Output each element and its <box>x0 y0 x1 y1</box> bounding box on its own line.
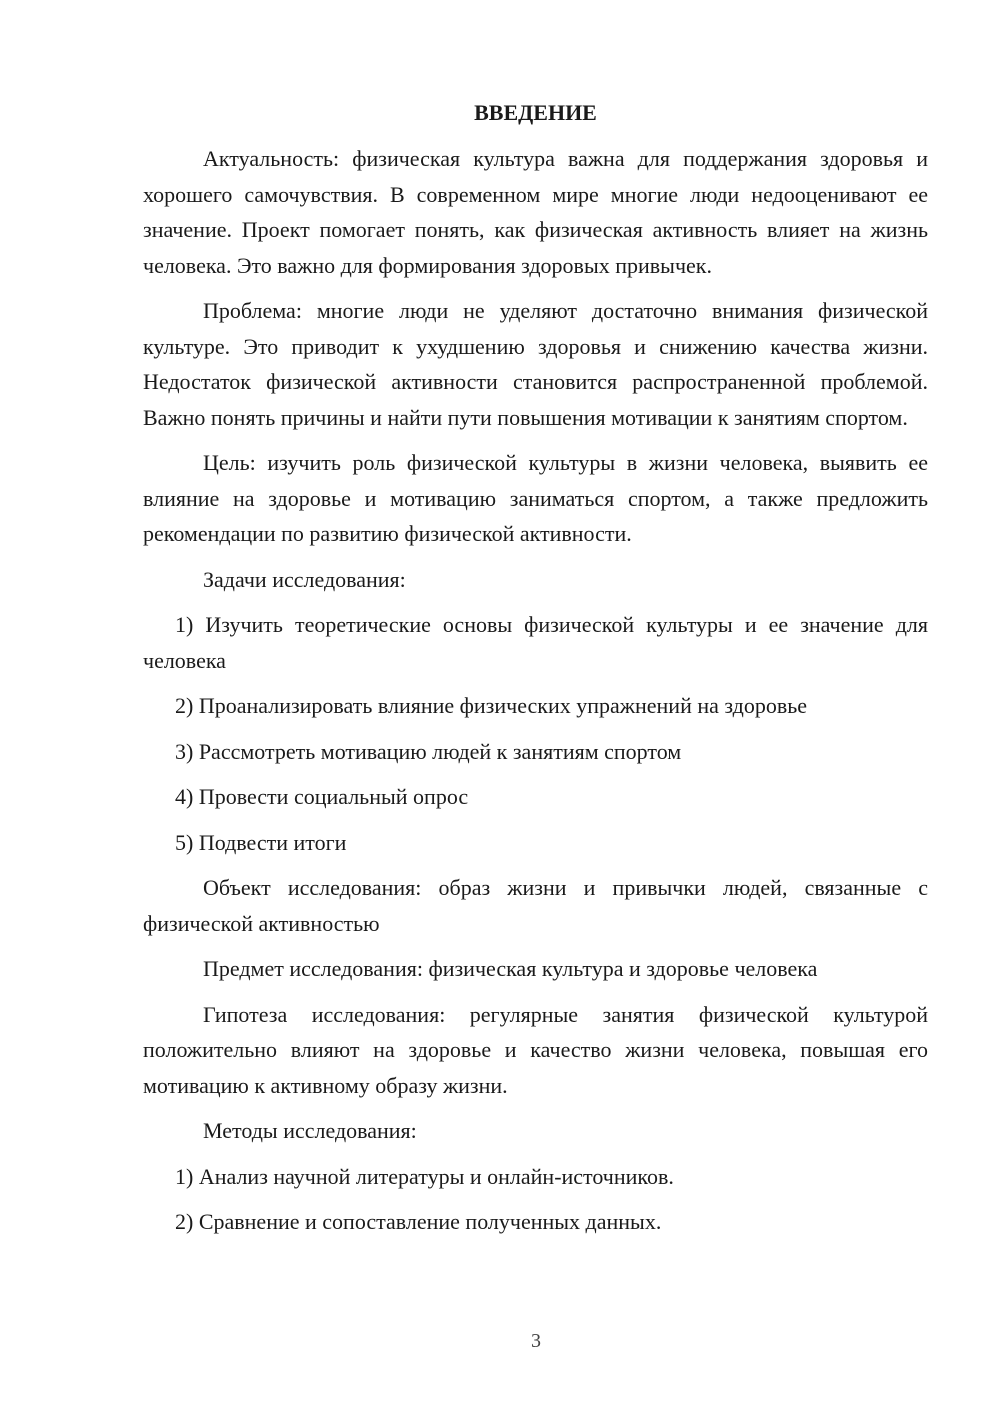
method-item-1: 1) Анализ научной литературы и онлайн-источников. <box>175 1163 674 1189</box>
object-paragraph: Объект исследования: образ жизни и привычки людей, связанные с физической активностью <box>143 875 928 936</box>
subject-paragraph: Предмет исследования: физическая культура и здоровье человека <box>203 956 818 981</box>
page-number: 3 <box>531 1330 541 1352</box>
task-item-2: 2) Проанализировать влияние физических упражнений на здоровье <box>175 693 808 718</box>
document-body <box>143 95 928 1240</box>
task-item-4: 4) Провести социальный опрос <box>175 784 469 809</box>
task-item-5: 5) Подвести итоги <box>175 829 347 855</box>
tasks-heading: Задачи исследования: <box>203 566 406 592</box>
methods-heading: Методы исследования: <box>203 1118 417 1143</box>
method-item-2: 2) Сравнение и сопоставление полученных данных. <box>175 1209 662 1234</box>
problem-paragraph: Проблема: многие люди не уделяют достаточно внимания физической культуре. Это приводит к ухудшению здоровья и снижению качества жизни. Недостаток физической активности становится распространенной проблемой. Важно понять причины и найти пути повышения мотивации к занятиям спортом. <box>143 298 928 430</box>
relevance-paragraph: Актуальность: физическая культура важна для поддержания здоровья и хорошего самочувствия. В современном мире многие люди недооценивают ее значение. Проект помогает понять, как физическая активность влияет на жизнь человека. Это важно для формирования здоровых привычек. <box>143 146 928 278</box>
goal-paragraph: Цель: изучить роль физической культуры в жизни человека, выявить ее влияние на здоровье и мотивацию заниматься спортом, а также предложить рекомендации по развитию физической активности. <box>143 450 928 546</box>
task-item-3: 3) Рассмотреть мотивацию людей к занятиям спортом <box>175 738 682 764</box>
page-title: ВВЕДЕНИЕ <box>474 100 597 125</box>
task-item-1: 1) Изучить теоретические основы физической культуры и ее значение для человека <box>143 612 928 673</box>
hypothesis-paragraph: Гипотеза исследования: регулярные занятия физической культурой положительно влияют на здоровье и качество жизни человека, повышая его мотивацию к активному образу жизни. <box>143 1001 928 1098</box>
